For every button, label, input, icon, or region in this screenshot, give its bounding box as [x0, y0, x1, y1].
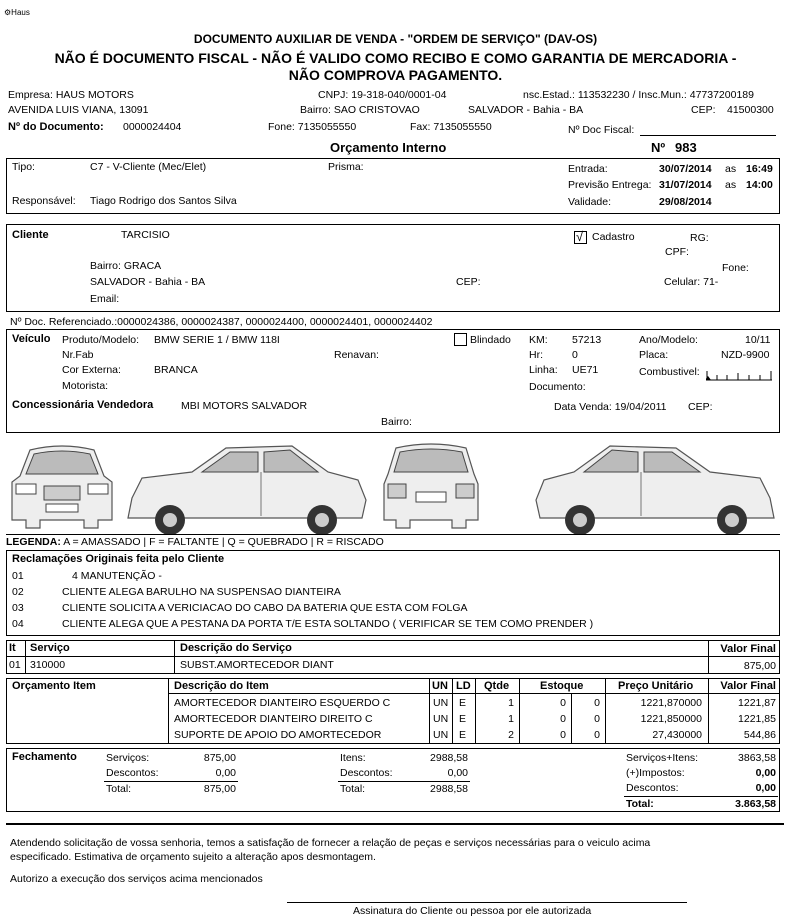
fech-itens-total-value: 2988,58: [430, 783, 468, 795]
fech-servicos-label: Serviços:: [106, 752, 150, 764]
signature-caption: Assinatura do Cliente ou pessoa por ele autorizada: [353, 905, 592, 917]
servicos-table: [6, 640, 780, 674]
legenda-label: LEGENDA:: [6, 536, 61, 548]
company-insc: nsc.Estad.: 113532230 / Insc.Mun.: 47737200189: [523, 89, 754, 101]
client-city: SALVADOR - Bahia - BA: [90, 276, 206, 288]
company-city: SALVADOR - Bahia - BA: [468, 104, 584, 116]
itens-header-un: UN: [432, 680, 448, 692]
reclamacao-text: CLIENTE ALEGA QUE A PESTANA DA PORTA T/E ESTA SOLTANDO ( VERIFICAR SE TEM COMO PRENDER ): [62, 618, 594, 630]
previsao-date: 31/07/2014: [659, 179, 712, 191]
servicos-header-servico: Serviço: [30, 642, 70, 654]
header-line3: NÃO COMPROVA PAGAMENTO.: [288, 67, 503, 83]
itens-header-descricao: Descrição do Item: [174, 680, 269, 692]
servicos-header-it: It: [9, 642, 16, 654]
fech-final-descontos-label: Descontos:: [626, 782, 679, 794]
item-descricao: AMORTECEDOR DIANTEIRO ESQUERDO C: [174, 697, 391, 709]
item-preco: 1221,870000: [640, 697, 702, 709]
item-un: UN: [433, 697, 449, 709]
legenda-top-rule: [6, 534, 780, 535]
renavan-label: Renavan:: [334, 349, 379, 361]
item-preco: 1221,850000: [640, 713, 702, 725]
doc-number-label: Nº do Documento:: [8, 121, 104, 133]
placa-label: Placa:: [639, 349, 669, 361]
item-ld: E: [459, 729, 467, 741]
fech-itens-value: 2988,58: [430, 752, 468, 764]
itens-header-preco: Preço Unitário: [618, 680, 694, 692]
title-num-label: Nº: [651, 140, 666, 155]
car-front-icon: [8, 440, 116, 534]
tipo-value: C7 - V-Cliente (Mec/Elet): [90, 161, 207, 173]
itens-header-qtde: Qtde: [484, 680, 510, 692]
servico-code: 310000: [30, 659, 66, 671]
item-est2: 0: [594, 729, 600, 741]
client-name: TARCISIO: [121, 229, 170, 241]
item-est2: 0: [594, 697, 600, 709]
item-un: UN: [433, 713, 449, 725]
item-ld: E: [459, 713, 467, 725]
blindado-checkbox[interactable]: [454, 333, 467, 346]
responsavel-label: Responsável:: [12, 195, 76, 207]
car-side-left-icon: [122, 440, 370, 534]
entrada-as: as: [725, 163, 737, 175]
doc-fiscal-label: Nº Doc Fiscal:: [568, 124, 635, 136]
footer-text-2: especificado. Estimativa de orçamento sujeito a alteração apos desmontagem.: [10, 851, 376, 863]
header-line2: NÃO É DOCUMENTO FISCAL - NÃO É VALIDO COMO RECIBO E COMO GARANTIA DE MERCADORIA -: [54, 50, 737, 66]
footer-top-rule: [6, 823, 784, 825]
previsao-time: 14:00: [746, 179, 773, 191]
concessionaria-label: Concessionária Vendedora: [12, 399, 154, 411]
fech-impostos-label: (+)Impostos:: [626, 767, 685, 779]
cadastro-label: Cadastro: [592, 231, 635, 243]
item-ld: E: [459, 697, 467, 709]
doc-referenciado: Nº Doc. Referenciado.:0000024386, 0000024387, 0000024400, 0000024401, 0000024402: [10, 316, 433, 328]
fech-itens-rule: [338, 781, 470, 782]
fech-final-rule: [624, 796, 778, 797]
page-title: Orçamento Interno: [330, 140, 447, 155]
entrada-time: 16:49: [746, 163, 773, 175]
reclamacao-num: 02: [12, 586, 24, 598]
itens-header-estoque: Estoque: [540, 680, 584, 692]
tipo-label: Tipo:: [12, 161, 35, 173]
fech-itens-descontos-label: Descontos:: [340, 767, 393, 779]
client-cpf: CPF:: [665, 246, 689, 258]
servicos-col-divider: [174, 640, 175, 674]
signature-line: [287, 902, 687, 903]
item-qtde: 1: [508, 697, 514, 709]
client-celular: Celular: 71-: [664, 276, 719, 288]
logo: ⚙Haus: [4, 8, 30, 17]
prisma-label: Prisma:: [328, 161, 364, 173]
km-label: KM:: [529, 334, 548, 346]
ano-value: 10/11: [745, 334, 771, 346]
item-est1: 0: [560, 729, 566, 741]
reclamacao-num: 01: [12, 570, 24, 582]
responsavel-value: Tiago Rodrigo dos Santos Silva: [90, 195, 237, 207]
servico-it: 01: [9, 659, 21, 671]
fech-final-total-value: 3.863,58: [735, 798, 776, 810]
fech-servicos-value: 875,00: [203, 752, 236, 764]
item-valor: 544,86: [743, 729, 776, 741]
logo-mark-icon: ⚙: [4, 8, 12, 17]
item-est1: 0: [560, 713, 566, 725]
title-num: 983: [675, 140, 697, 155]
km-value: 57213: [572, 334, 602, 346]
hr-value: 0: [572, 349, 578, 361]
nrfab-label: Nr.Fab: [62, 349, 94, 361]
company-cep: 41500300: [727, 104, 774, 116]
itens-header-rule: [168, 693, 780, 694]
servicos-header-descricao: Descrição do Serviço: [180, 642, 292, 654]
item-preco: 27,430000: [652, 729, 702, 741]
client-cep: CEP:: [456, 276, 481, 288]
cor-label: Cor Externa:: [62, 364, 121, 376]
entrada-label: Entrada:: [568, 163, 608, 175]
servicos-header-rule: [6, 656, 780, 657]
item-descricao: AMORTECEDOR DIANTEIRO DIREITO C: [174, 713, 373, 725]
client-rg: RG:: [690, 232, 709, 244]
fech-serv-itens-label: Serviços+Itens:: [626, 752, 699, 764]
vehicle-label: Veículo: [12, 333, 51, 345]
itens-col-divider: [452, 678, 453, 744]
reclamacoes-title: Reclamações Originais feita pelo Cliente: [12, 553, 225, 565]
data-venda: Data Venda: 19/04/2011: [554, 401, 667, 413]
company-cnpj: CNPJ: 19-318-040/0001-04: [318, 89, 447, 101]
placa-value: NZD-9900: [721, 349, 770, 361]
fech-serv-itens-value: 3863,58: [738, 752, 776, 764]
doc-fiscal-line: [640, 135, 776, 136]
legenda: [6, 536, 384, 548]
produto-value: BMW SERIE 1 / BMW 118I: [154, 334, 280, 346]
item-est2: 0: [594, 713, 600, 725]
combustivel-label: Combustivel:: [639, 366, 700, 378]
servicos-col-divider: [25, 640, 26, 674]
item-descricao: SUPORTE DE APOIO DO AMORTECEDOR: [174, 729, 382, 741]
company-fax: Fax: 7135055550: [410, 121, 492, 133]
fechamento-label: Fechamento: [12, 751, 77, 763]
itens-header-orc: Orçamento Item: [12, 680, 96, 692]
servico-descricao: SUBST.AMORTECEDOR DIANT: [180, 659, 334, 671]
reclamacao-num: 04: [12, 618, 24, 630]
servicos-header-valor: Valor Final: [720, 643, 776, 655]
footer-text-1: Atendendo solicitação de vossa senhoria, temos a satisfação de fornecer a relação de peças e serviços necessárias para o veiculo acima: [10, 837, 651, 849]
company-fone: Fone: 7135055550: [268, 121, 357, 133]
fech-descontos-value: 0,00: [215, 767, 236, 779]
previsao-as: as: [725, 179, 737, 191]
company-cep-label: CEP:: [691, 104, 716, 116]
validade-date: 29/08/2014: [659, 196, 712, 208]
fech-itens-total-label: Total:: [340, 783, 366, 795]
validade-label: Validade:: [568, 196, 612, 208]
reclamacao-num: 03: [12, 602, 24, 614]
company-bairro: Bairro: SAO CRISTOVAO: [300, 104, 420, 116]
fech-descontos-label: Descontos:: [106, 767, 159, 779]
car-side-right-icon: [532, 440, 780, 534]
item-un: UN: [433, 729, 449, 741]
header-line1: DOCUMENTO AUXILIAR DE VENDA - "ORDEM DE SERVIÇO" (DAV-OS): [193, 32, 598, 46]
itens-header-valor: Valor Final: [720, 680, 776, 692]
client-email: Email:: [90, 293, 120, 305]
item-est1: 0: [560, 697, 566, 709]
fech-itens-label: Itens:: [340, 752, 366, 764]
concessionaria-value: MBI MOTORS SALVADOR: [181, 400, 308, 412]
ano-label: Ano/Modelo:: [639, 334, 698, 346]
fech-itens-descontos-value: 0,00: [447, 767, 468, 779]
doc-number: 0000024404: [123, 121, 182, 133]
client-bairro: Bairro: GRACA: [90, 260, 162, 272]
itens-col-divider: [168, 678, 169, 744]
cadastro-checkbox[interactable]: [574, 231, 587, 244]
reclamacao-text: CLIENTE SOLICITA A VERICIACAO DO CABO DA BATERIA QUE ESTA COM FOLGA: [62, 602, 468, 614]
legenda-text: A = AMASSADO | F = FALTANTE | Q = QUEBRADO | R = RISCADO: [63, 536, 384, 548]
footer-authorize: Autorizo a execução dos serviços acima mencionados: [10, 873, 263, 885]
client-label: Cliente: [12, 229, 49, 241]
documento-label: Documento:: [529, 381, 586, 393]
item-valor: 1221,87: [738, 697, 776, 709]
item-qtde: 1: [508, 713, 514, 725]
cadastro-check-icon: √: [576, 229, 584, 244]
itens-header-ld: LD: [456, 680, 471, 692]
item-valor: 1221,85: [738, 713, 776, 725]
company-address: AVENIDA LUIS VIANA, 13091: [8, 104, 149, 116]
itens-col-divider: [429, 678, 430, 744]
reclamacao-text: 4 MANUTENÇÃO -: [72, 570, 162, 582]
vehicle-bairro: Bairro:: [381, 416, 412, 428]
fech-final-descontos-value: 0,00: [755, 782, 776, 794]
car-rear-icon: [382, 440, 480, 534]
fech-impostos-value: 0,00: [755, 767, 776, 779]
fech-total-value: 875,00: [203, 783, 236, 795]
client-fone: Fone:: [722, 262, 749, 274]
produto-label: Produto/Modelo:: [62, 334, 140, 346]
linha-label: Linha:: [529, 364, 558, 376]
fuel-gauge-icon: [706, 367, 772, 381]
motorista-label: Motorista:: [62, 380, 109, 392]
vehicle-cep: CEP:: [688, 401, 713, 413]
servico-valor: 875,00: [743, 660, 776, 672]
cor-value: BRANCA: [154, 364, 198, 376]
fech-final-total-label: Total:: [626, 798, 654, 810]
hr-label: Hr:: [529, 349, 543, 361]
fech-servicos-rule: [104, 781, 238, 782]
linha-value: UE71: [572, 364, 599, 376]
entrada-date: 30/07/2014: [659, 163, 712, 175]
fech-total-label: Total:: [106, 783, 132, 795]
blindado-label: Blindado: [470, 334, 511, 346]
item-qtde: 2: [508, 729, 514, 741]
previsao-label: Previsão Entrega:: [568, 179, 652, 191]
reclamacao-text: CLIENTE ALEGA BARULHO NA SUSPENSAO DIANTEIRA: [62, 586, 341, 598]
company-name: Empresa: HAUS MOTORS: [8, 89, 134, 101]
